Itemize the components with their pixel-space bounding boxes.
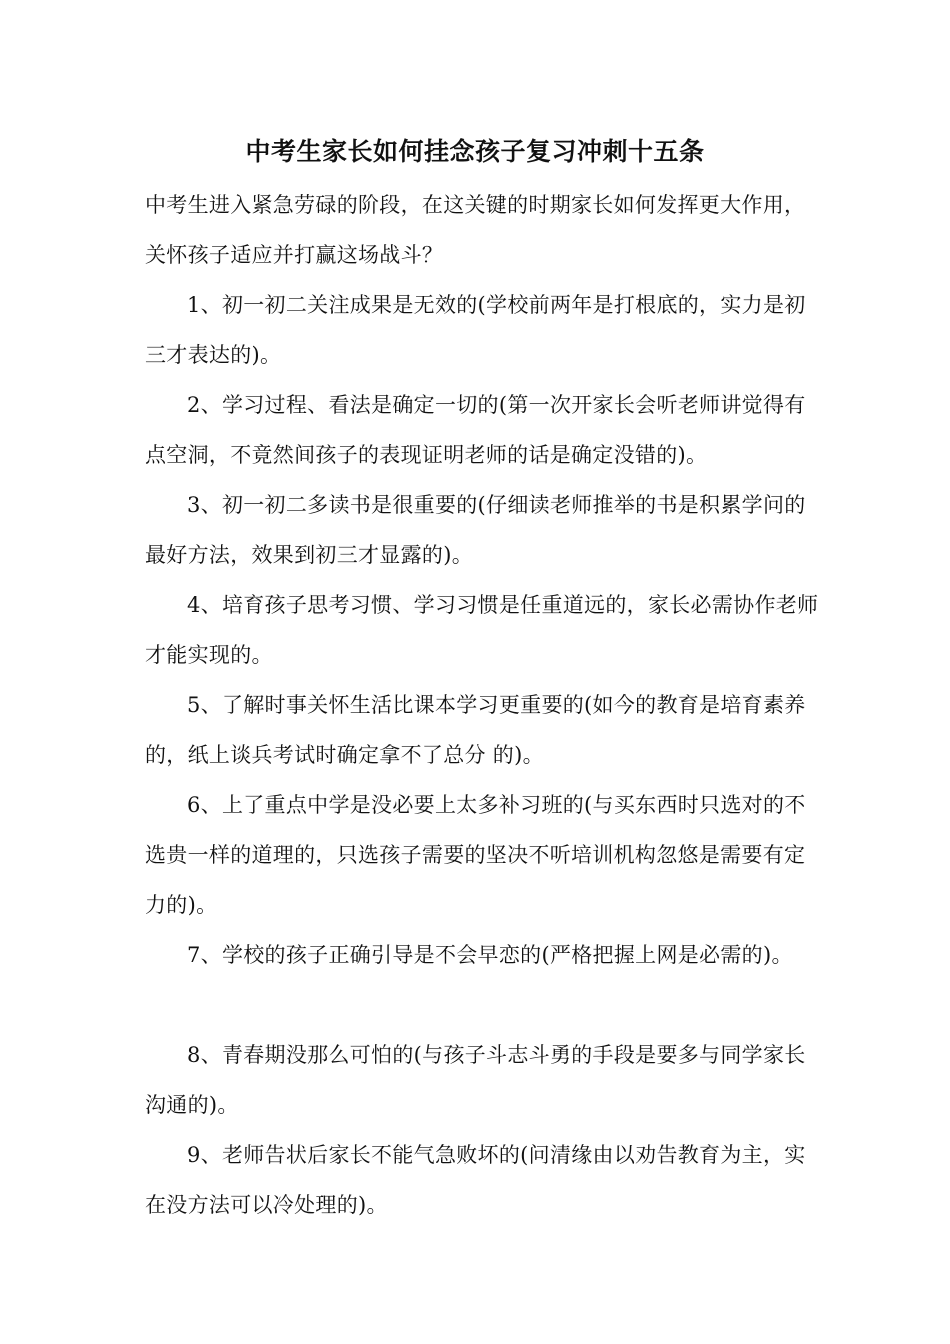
item-paragraph-4: 4、培育孩子思考习惯、学习习惯是任重道远的，家长必需协作老师才能实现的。: [145, 593, 819, 667]
item-paragraph-7: 7、学校的孩子正确引导是不会早恋的(严格把握上网是必需的)。: [187, 943, 793, 967]
item-paragraph-3: 3、初一初二多读书是很重要的(仔细读老师推举的书是积累学问的最好方法，效果到初三才显露的)。: [145, 493, 806, 567]
item-paragraph-6: 6、上了重点中学是没必要上太多补习班的(与买东西时只选对的不选贵一样的道理的，只选孩子需要的坚决不听培训机构忽悠是需要有定力的)。: [145, 793, 806, 917]
item-paragraph-9: 9、老师告状后家长不能气急败坏的(问清缘由以劝告教育为主，实在没方法可以冷处理的)。: [145, 1143, 806, 1217]
blank-line: [145, 980, 825, 1030]
document-body: [145, 180, 825, 1230]
item-paragraph-1: 1、初一初二关注成果是无效的(学校前两年是打根底的，实力是初三才表达的)。: [145, 293, 806, 367]
document-title: 中考生家长如何挂念孩子复习冲刺十五条: [245, 137, 705, 166]
item-paragraph-2: 2、学习过程、看法是确定一切的(第一次开家长会听老师讲觉得有点空洞，不竟然间孩子的表现证明老师的话是确定没错的)。: [145, 393, 806, 467]
item-paragraph-8: 8、青春期没那么可怕的(与孩子斗志斗勇的手段是要多与同学家长沟通的)。: [145, 1043, 806, 1117]
item-paragraph-5: 5、了解时事关怀生活比课本学习更重要的(如今的教育是培育素养的，纸上谈兵考试时确定拿不了总分 的)。: [145, 693, 806, 767]
intro-paragraph: 中考生进入紧急劳碌的阶段，在这关键的时期家长如何发挥更大作用，关怀孩子适应并打赢这场战斗？: [145, 193, 806, 267]
